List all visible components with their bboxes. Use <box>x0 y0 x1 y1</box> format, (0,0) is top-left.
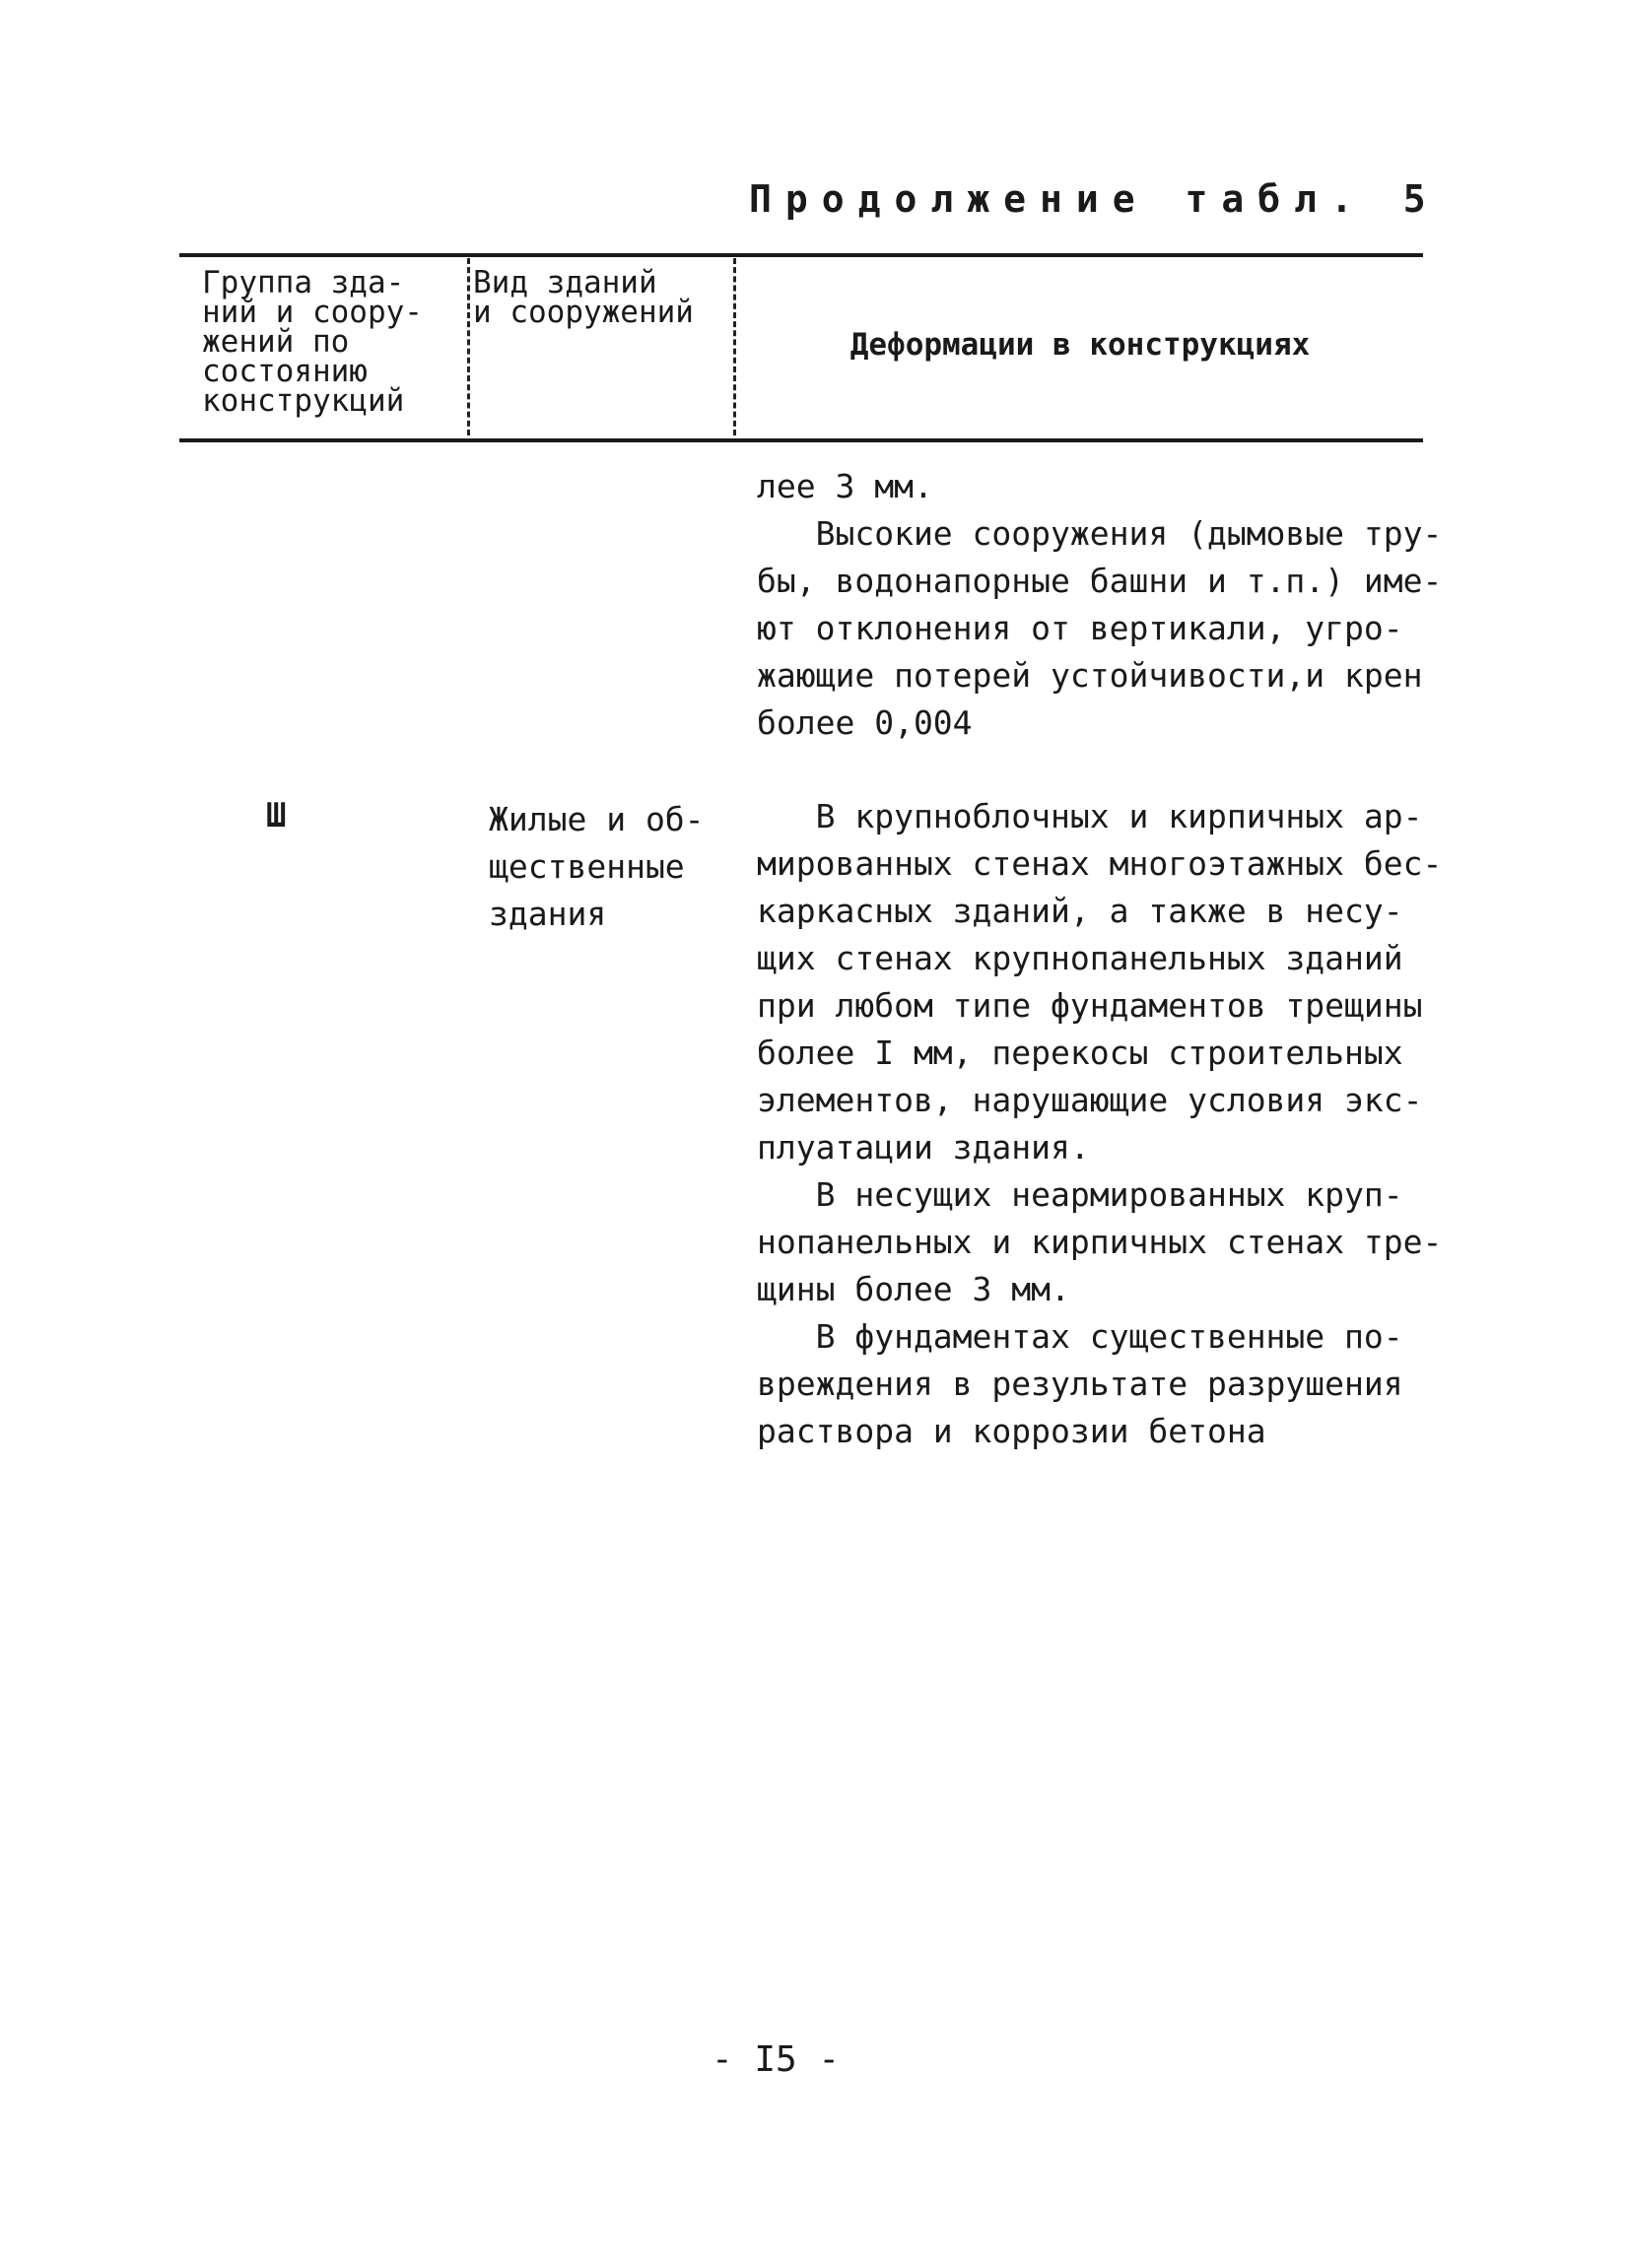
deformation-paragraph: В несущих неармированных круп- нопанельных и кирпичных стенах тре- щины более 3 мм. <box>757 1175 1443 1308</box>
page-number: - I5 - <box>712 2039 841 2080</box>
deformation-paragraph: В крупноблочных и кирпичных ар- мированных стенах многоэтажных бес- каркасных зданий, а также в несу- щих стенах крупнопанельных зданий при любом типе фундаментов трещины более I мм, перекосы строительных элементов, нарушающие условия экс- плуатации здания. <box>757 797 1443 1167</box>
header-deformations: Деформации в конструкциях <box>849 327 1311 363</box>
group-number: Ш <box>266 796 287 835</box>
header-building-type: Вид зданий и сооружений <box>473 265 694 330</box>
header-separator-2 <box>733 258 736 435</box>
table-caption: Продолжение табл. 5 <box>749 177 1440 221</box>
header-separator-1 <box>467 258 470 435</box>
continuation-paragraph: Высокие сооружения (дымовые тру- бы, водонапорные башни и т.п.) име- ют отклонения от вертикали, угро- жающие потерей устойчивости,и крен более 0,004 <box>757 514 1443 742</box>
deformations-cell <box>757 793 1447 1455</box>
table-header-bottom-rule <box>179 438 1423 442</box>
header-group: Группа зда- ний и соору- жений по состоянию конструкций <box>202 265 423 419</box>
building-type-cell: Жилые и об- щественные здания <box>489 800 705 933</box>
table-top-rule <box>179 253 1423 257</box>
continuation-paragraph: лее 3 мм. <box>757 467 933 505</box>
deformation-paragraph: В фундаментах существенные по- вреждения в результате разрушения раствора и коррозии бетона <box>757 1317 1403 1450</box>
continuation-block <box>757 463 1447 747</box>
